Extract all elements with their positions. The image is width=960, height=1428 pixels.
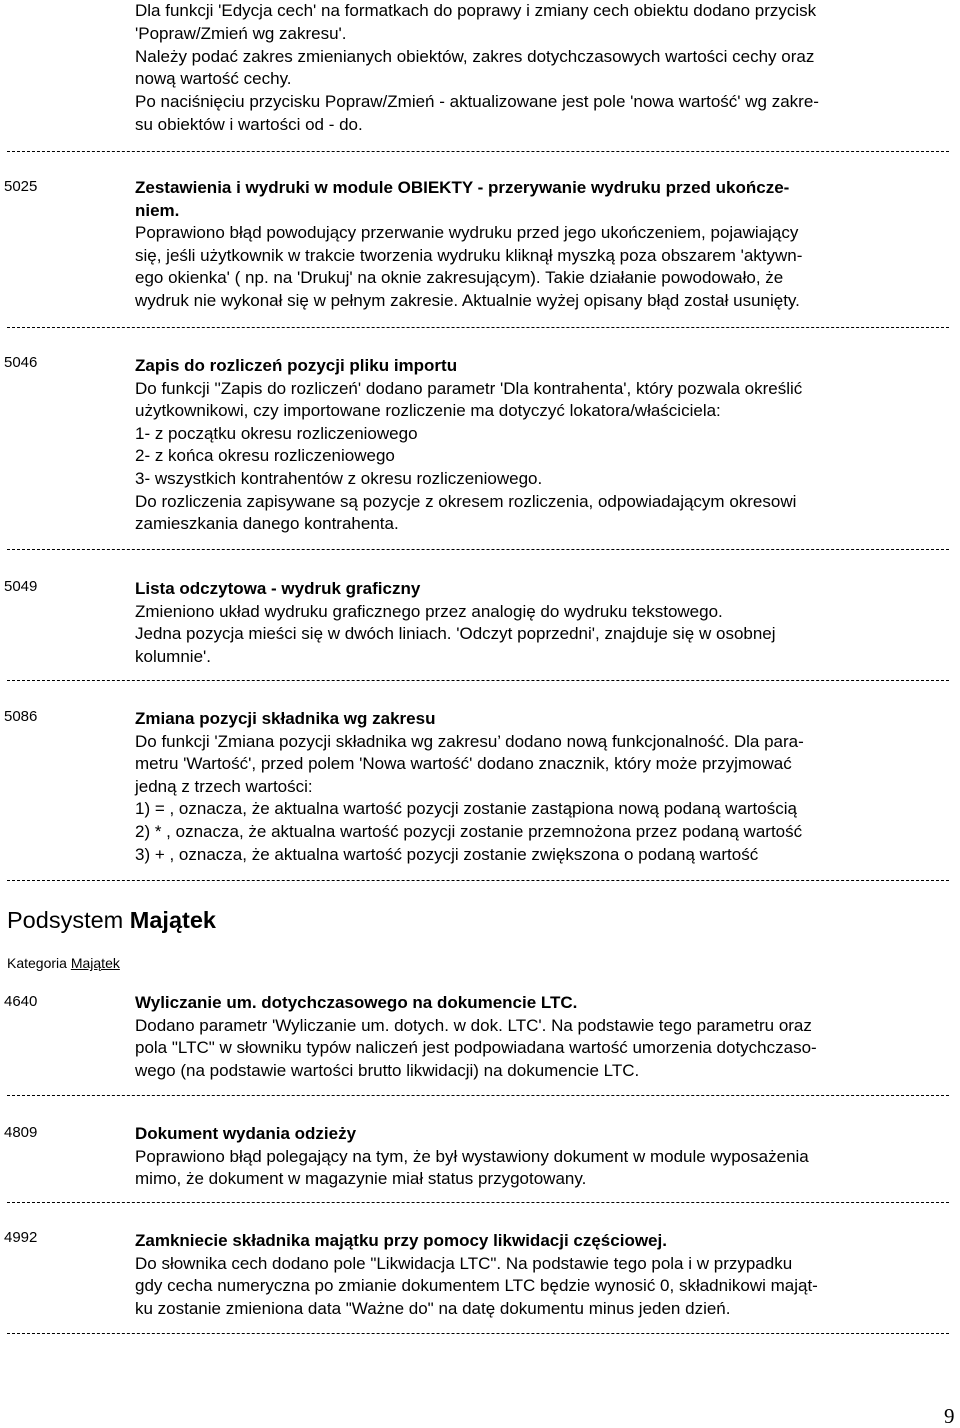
subsystem-heading	[7, 905, 216, 935]
entry-line: Do słownika cech dodano pole "Likwidacja LTC". Na podstawie tego pola i w przypadku	[135, 1253, 793, 1273]
entry-title: Zamkniecie składnika majątku przy pomocy likwidacji częściowej.	[135, 1231, 667, 1250]
entry-number: 5025	[4, 178, 38, 195]
entry-line: jedną z trzech wartości:	[135, 776, 313, 796]
entry-line: Dodano parametr 'Wyliczanie um. dotych. w dok. LTC'. Na podstawie tego parametru oraz	[135, 1015, 812, 1035]
separator-line	[7, 1333, 949, 1334]
entry-line: Jedna pozycja mieści się w dwóch liniach. 'Odczyt poprzedni', znajduje się w osobnej	[135, 624, 776, 644]
entry-line: ego okienka' ( np. na 'Drukuj' na oknie zakresującym). Takie działanie powodowało, że	[135, 268, 784, 288]
entry-line: Do funkcji 'Zmiana pozycji składnika wg zakresu’ dodano nową funkcjonalność. Dla para-	[135, 731, 804, 751]
entry-line: się, jeśli użytkownik w trakcie tworzenia wydruku kliknął myszką poza obszarem 'aktywn-	[135, 245, 803, 265]
entry-title: Zestawienia i wydruki w module OBIEKTY - przerywanie wydruku przed ukończe-	[135, 178, 790, 197]
entry-number: 4992	[4, 1229, 38, 1246]
entry-line: gdy cecha numeryczna po zmianie dokumentem LTC będzie wynosić 0, składnikowi mająt-	[135, 1276, 818, 1296]
entry-title: Zapis do rozliczeń pozycji pliku importu	[135, 356, 458, 375]
entry-5046	[135, 355, 957, 536]
intro-line: 'Popraw/Zmień wg zakresu'.	[135, 23, 347, 43]
intro-line: nową wartość cechy.	[135, 69, 292, 89]
entry-5025	[135, 177, 957, 313]
category-label	[7, 954, 120, 972]
entry-line: metru 'Wartość', przed polem 'Nowa wartość' dodano znacznik, który może przyjmować	[135, 754, 792, 774]
separator-line	[7, 1095, 949, 1096]
entry-line: Do rozliczenia zapisywane są pozycje z okresem rozliczenia, odpowiadającym okresowi	[135, 491, 797, 511]
entry-line: zamieszkania danego kontrahenta.	[135, 514, 399, 534]
intro-line: Należy podać zakres zmienianych obiektów, zakres dotychczasowych wartości cechy oraz	[135, 46, 815, 66]
entry-line: wydruk nie wykonał się w pełnym zakresie. Aktualnie wyżej opisany błąd został usunięty.	[135, 290, 800, 310]
subsystem-name: Majątek	[129, 907, 216, 933]
entry-line: kolumnie'.	[135, 646, 212, 666]
separator-line	[7, 151, 949, 152]
entry-line: 2) * , oznacza, że aktualna wartość pozycji zostanie przemnożona przez podaną wartość	[135, 821, 803, 841]
entry-line: 1- z początku okresu rozliczeniowego	[135, 423, 418, 443]
entry-number: 5086	[4, 708, 38, 725]
entry-line: mimo, że dokument w magazynie miał status przygotowany.	[135, 1169, 587, 1189]
subsystem-prefix: Podsystem	[7, 907, 130, 933]
entry-5049	[135, 578, 957, 668]
entry-line: użytkownikowi, czy importowane rozliczenie ma dotyczyć lokatora/właściciela:	[135, 401, 721, 421]
entry-4809	[135, 1123, 957, 1191]
entry-line: Poprawiono błąd powodujący przerwanie wydruku przed jego ukończeniem, pojawiający	[135, 223, 799, 243]
entry-title: Zmiana pozycji składnika wg zakresu	[135, 709, 436, 728]
intro-paragraph	[135, 0, 957, 137]
entry-title: Wyliczanie um. dotychczasowego na dokumencie LTC.	[135, 993, 578, 1012]
category-link[interactable]: Majątek	[70, 955, 120, 971]
entry-line: 3- wszystkich kontrahentów z okresu rozliczeniowego.	[135, 468, 543, 488]
separator-line	[7, 1202, 949, 1203]
entry-5086	[135, 708, 957, 866]
entry-line: Zmieniono układ wydruku graficznego przez analogię do wydruku tekstowego.	[135, 601, 723, 621]
separator-line	[7, 880, 949, 881]
entry-line: wego (na podstawie wartości brutto likwidacji) na dokumencie LTC.	[135, 1060, 640, 1080]
category-prefix: Kategoria	[7, 955, 71, 971]
entry-line: ku zostanie zmieniona data "Ważne do" na datę dokumentu minus jeden dzień.	[135, 1298, 731, 1318]
entry-number: 4809	[4, 1124, 38, 1141]
entry-line: 1) = , oznacza, że aktualna wartość pozycji zostanie zastąpiona nową podaną wartością	[135, 799, 797, 819]
intro-line: Dla funkcji 'Edycja cech' na formatkach do poprawy i zmiany cech obiektu dodano przycisk	[135, 1, 817, 20]
entry-4640	[135, 992, 957, 1082]
entry-line: 2- z końca okresu rozliczeniowego	[135, 446, 395, 466]
entry-title: Dokument wydania odzieży	[135, 1124, 357, 1143]
entry-number: 4640	[4, 993, 38, 1010]
intro-line: su obiektów i wartości od - do.	[135, 114, 363, 134]
entry-number: 5049	[4, 578, 38, 595]
intro-line: Po naciśnięciu przycisku Popraw/Zmień - aktualizowane jest pole 'nowa wartość' wg zakre-	[135, 92, 819, 112]
entry-line: Do funkcji ''Zapis do rozliczeń' dodano parametr 'Dla kontrahenta', który pozwala określić	[135, 378, 803, 398]
separator-line	[7, 680, 949, 681]
entry-title: Lista odczytowa - wydruk graficzny	[135, 579, 421, 598]
page-number: 9	[944, 1404, 955, 1428]
separator-line	[7, 549, 949, 550]
entry-4992	[135, 1230, 957, 1320]
entry-line: 3) + , oznacza, że aktualna wartość pozycji zostanie zwiększona o podaną wartość	[135, 844, 759, 864]
entry-title: niem.	[135, 200, 180, 220]
entry-line: pola "LTC" w słowniku typów naliczeń jest podpowiadana wartość umorzenia dotychczaso-	[135, 1038, 817, 1058]
entry-number: 5046	[4, 354, 38, 371]
entry-line: Poprawiono błąd polegający na tym, że był wystawiony dokument w module wyposażenia	[135, 1146, 809, 1166]
separator-line	[7, 327, 949, 328]
